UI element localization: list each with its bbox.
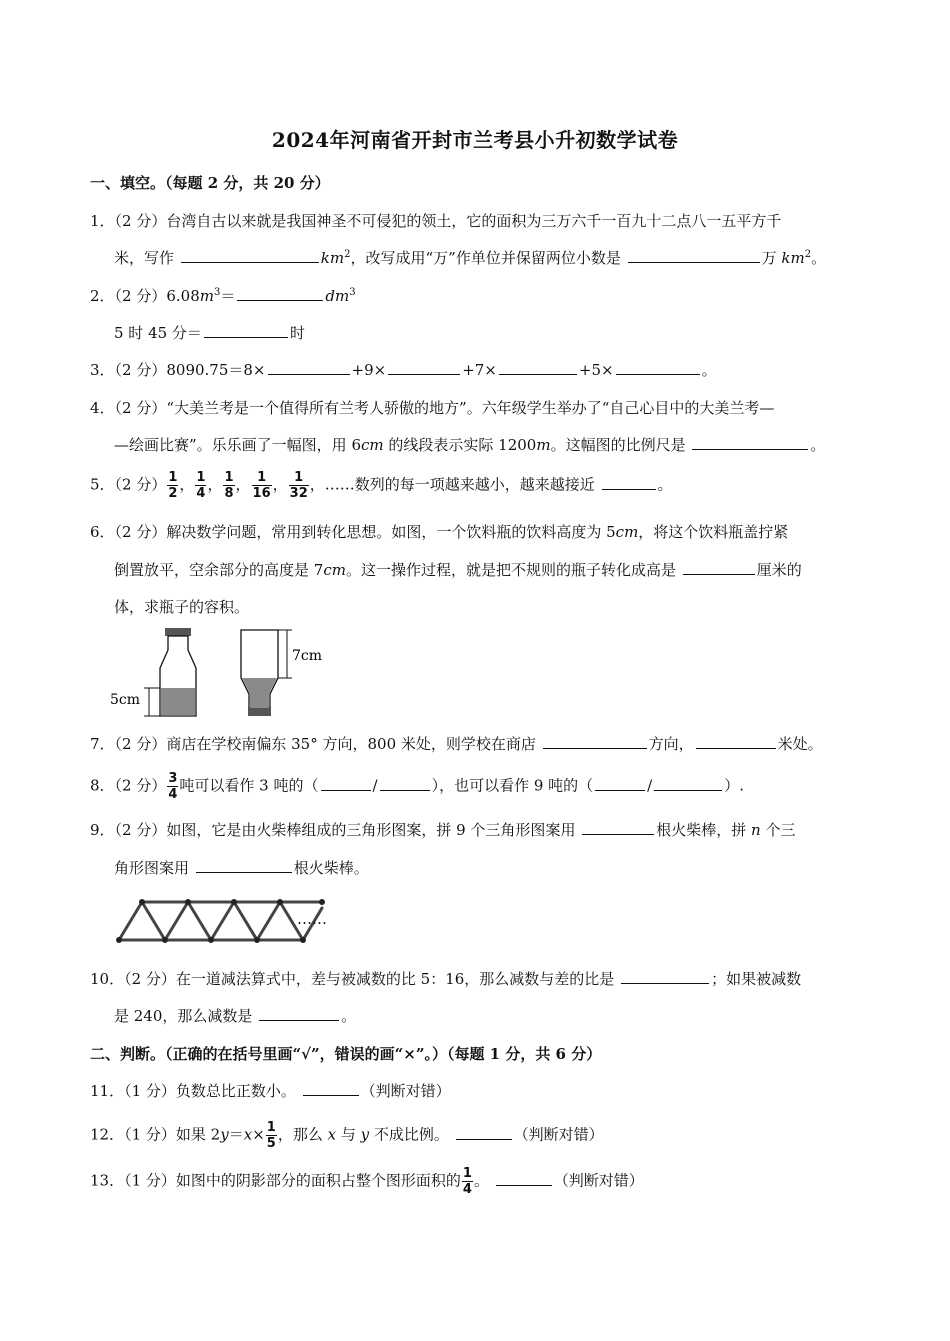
q8-line: [90, 771, 744, 802]
q3-text-5: 。: [701, 361, 717, 379]
q8-text-3: ），也可以看作 9 吨的（: [431, 776, 594, 795]
q6-blank[interactable]: [683, 560, 755, 575]
q7-text-1: 7．（2 分）商店在学校南偏东 35° 方向，800 米处，则学校在商店: [90, 735, 541, 753]
q8-blank-4[interactable]: [654, 776, 722, 791]
q1-blank-1[interactable]: [181, 248, 319, 263]
matchstick-ellipsis: ……: [297, 910, 327, 928]
q6-unit-cm-2: cm: [323, 561, 346, 579]
q3-text-4: +5×: [578, 361, 614, 379]
q5-sep: ，: [272, 475, 288, 494]
q9-blank-1[interactable]: [582, 820, 654, 835]
q1-unit-km-2: km: [781, 249, 805, 267]
q5-blank[interactable]: [602, 475, 656, 490]
q1-line-1: [90, 210, 781, 231]
q3-blank-1[interactable]: [268, 360, 350, 375]
q9-text-1: 9．（2 分）如图，它是由火柴棒组成的三角形图案，拼 9 个三角形图案用: [90, 821, 581, 839]
q4-text-b3: 。这幅图的比例尺是: [550, 436, 691, 454]
q4-text-b1: —绘画比赛”。乐乐画了一幅图，用 6: [114, 436, 361, 454]
q5-frac-5: $\frac{1}{32}$: [289, 470, 308, 501]
q6-unit-cm: cm: [615, 523, 639, 541]
q13-text-2: 。: [473, 1171, 494, 1190]
q5-frac-4: $\frac{1}{16}$: [252, 470, 271, 501]
q6-line-3: [114, 596, 249, 617]
q5-sep: ，: [207, 475, 223, 494]
inverted-cap: [248, 708, 271, 716]
q7-blank-2[interactable]: [696, 734, 776, 749]
q10-text-b1: 是 240，那么减数是: [114, 1007, 258, 1025]
bottle-cap: [165, 628, 191, 636]
match-heads: [116, 899, 325, 943]
q7-text-3: 米处。: [777, 735, 823, 753]
q11-text-2: （判断对错）: [360, 1082, 451, 1100]
q12-text-4: 不成比例。: [369, 1125, 454, 1144]
q12-frac: $\frac{1}{5}$: [266, 1120, 276, 1151]
q13-frac: $\frac{1}{4}$: [462, 1166, 472, 1197]
q4-text-b2: 的线段表示实际 1200: [383, 436, 537, 454]
bottle-figure: [100, 624, 340, 724]
q6-text-a1: 6．（2 分）解决数学问题，常用到转化思想。如图，一个饮料瓶的饮料高度为 5: [90, 523, 616, 541]
dim-5cm-label: 5cm: [110, 692, 141, 708]
page-title: 2024年河南省开封市兰考县小升初数学试卷: [271, 128, 679, 152]
q12-line: [90, 1120, 604, 1151]
q9-blank-2[interactable]: [196, 858, 292, 873]
q11-blank[interactable]: [303, 1081, 359, 1096]
q9-text-b2: 根火柴棒。: [293, 859, 369, 877]
q12-text-2: ，那么: [277, 1125, 328, 1144]
q2-unit-m: m: [199, 287, 214, 305]
q3-blank-3[interactable]: [499, 360, 577, 375]
q2-blank-1[interactable]: [237, 286, 323, 301]
q1-text-b4: 。: [811, 249, 827, 267]
q8-frac: $\frac{3}{4}$: [168, 771, 178, 802]
q13-blank[interactable]: [496, 1171, 552, 1186]
q10-text-b2: 。: [341, 1007, 357, 1025]
q10-text-1: 10．（2 分）在一道减法算式中，差与被减数的比 5：16，那么减数与差的比是: [90, 970, 620, 988]
q2-unit-dm: dm: [325, 287, 350, 305]
q11-text-1: 11．（1 分）负数总比正数小。: [90, 1082, 301, 1100]
q8-blank-3[interactable]: [595, 776, 645, 791]
q3-text-2: +9×: [351, 361, 387, 379]
q6-text-b3: 厘米的: [756, 561, 802, 579]
dim-7cm-label: 7cm: [292, 648, 323, 664]
q3-blank-4[interactable]: [616, 360, 700, 375]
q10-line-2: [114, 1005, 356, 1026]
q13-line: [90, 1166, 644, 1197]
q12-text-3: 与: [336, 1125, 361, 1144]
q3-line: [90, 359, 717, 380]
q10-blank-2[interactable]: [259, 1006, 339, 1021]
q5-text: 5．（2 分）: [90, 475, 167, 494]
q4-unit-m: m: [536, 436, 551, 454]
q4-text-b4: 。: [810, 436, 826, 454]
q7-blank-1[interactable]: [543, 734, 647, 749]
q13-text-3: （判断对错）: [553, 1171, 644, 1190]
q4-line-1: [90, 397, 774, 418]
q12-text-5: （判断对错）: [513, 1125, 604, 1144]
q1-line-2: 米，写作 $km^2$，改写成用“万”作单位并保留两位小数是 万 $km^2$。: [114, 249, 827, 267]
q6-line-2: [114, 559, 802, 580]
q1-text-b1: 米，写作: [114, 249, 179, 267]
q6-text-b1: 倒置放平，空余部分的高度是 7: [114, 561, 324, 579]
q1-text-b3: 万: [761, 249, 782, 267]
q9-var-n: n: [751, 821, 761, 839]
q9-line-2: [114, 857, 369, 878]
q2-line-1: 2．（2 分）$6.08m^3= dm^3$: [90, 287, 356, 305]
q10-text-2: ；如果被减数: [711, 970, 802, 988]
bottle-liquid: [161, 688, 195, 715]
q1-blank-2[interactable]: [628, 248, 760, 263]
q7-line: [90, 733, 823, 754]
q5-frac-2: $\frac{1}{4}$: [196, 470, 206, 501]
q8-blank-2[interactable]: [380, 776, 430, 791]
q7-text-2: 方向，: [648, 735, 694, 753]
q10-blank-1[interactable]: [621, 969, 709, 984]
q2-line-2: [114, 322, 305, 343]
q12-var-y-2: y: [360, 1125, 370, 1144]
q2-blank-2[interactable]: [204, 323, 288, 338]
q8-text-1: 8．（2 分）: [90, 776, 167, 795]
q4-line-2: [114, 434, 825, 455]
q5-sep: ，: [235, 475, 251, 494]
q9-text-2: 根火柴棒，拼: [656, 821, 751, 839]
q8-text-2: 吨可以看作 3 吨的（: [179, 776, 319, 795]
section-heading-judge: 二、判断。（正确的在括号里画“√”，错误的画“×”。）（每题 1 分，共 6 分）: [90, 1045, 602, 1063]
q6-text-b2: 。这一操作过程，就是把不规则的瓶子转化成高是: [345, 561, 681, 579]
q8-slash-2: /: [647, 776, 653, 795]
q1-text: 1．（2 分）台湾自古以来就是我国神圣不可侵犯的领土，它的面积为三万六千一百九十二点八一五平方千: [90, 212, 782, 230]
q3-text-3: +7×: [462, 361, 497, 379]
matchsticks: [119, 902, 322, 940]
q9-line-1: [90, 819, 795, 840]
q2-text-b2: 时: [289, 324, 305, 342]
q3-blank-2[interactable]: [388, 360, 460, 375]
q6-text-a2: ，将这个饮料瓶盖拧紧: [638, 523, 789, 541]
q1-text-b2: ，改写成用“万”作单位并保留两位小数是: [350, 249, 626, 267]
q11-line: [90, 1080, 451, 1101]
section-heading-fill: 一、填空。（每题 2 分，共 20 分）: [90, 174, 330, 192]
q12-blank[interactable]: [456, 1125, 512, 1140]
q12-var-x-2: x: [327, 1125, 337, 1144]
q5-frac-3: $\frac{1}{8}$: [224, 470, 234, 501]
q2-eq: ＝: [220, 287, 236, 305]
q5-sep: ，: [179, 475, 195, 494]
q6-text-c: 体，求瓶子的容积。: [114, 598, 250, 616]
q12-var-x: x: [243, 1125, 253, 1144]
q10-line-1: [90, 968, 801, 989]
q3-text-1: 3．（2 分）8090.75＝8×: [90, 361, 266, 379]
q5-text-3: 。: [657, 475, 673, 494]
q5-text-2: ，……数列的每一项越来越小，越来越接近: [309, 475, 600, 494]
q8-slash: /: [372, 776, 378, 795]
q12-times: ×: [252, 1125, 265, 1144]
q6-line-1: [90, 521, 788, 542]
inverted-liquid: [242, 678, 277, 708]
q1-unit-km: km: [320, 249, 345, 267]
q9-text-3: 个三: [760, 821, 796, 839]
q8-blank-1[interactable]: [321, 776, 371, 791]
q4-blank[interactable]: [692, 435, 808, 450]
q4-unit-cm: cm: [360, 436, 384, 454]
q2-text-b1: 5 时 45 分＝: [114, 324, 202, 342]
q5-frac-1: $\frac{1}{2}$: [168, 470, 178, 501]
q12-text-1: 12．（1 分）如果 2: [90, 1125, 221, 1144]
q12-var-y: y: [220, 1125, 229, 1144]
q4-text: 4．（2 分）“大美兰考是一个值得所有兰考人骄傲的地方”。六年级学生举办了“自己心目中的大美兰考—: [90, 399, 775, 417]
q12-eq: ＝: [228, 1125, 244, 1144]
q2-text: 2．（2 分）6.08: [90, 287, 200, 305]
q13-text-1: 13．（1 分）如图中的阴影部分的面积占整个图形面积的: [90, 1171, 461, 1190]
q5-line: [90, 470, 673, 501]
q8-text-4: ）.: [724, 776, 744, 795]
q9-text-b1: 角形图案用: [114, 859, 194, 877]
